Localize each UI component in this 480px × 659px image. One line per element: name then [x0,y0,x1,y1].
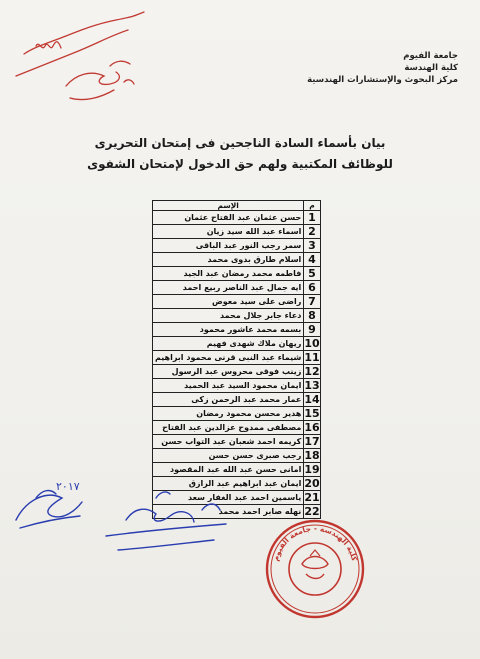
table-row [153,351,321,365]
signature [6,470,256,580]
row-number: 4 [304,253,320,267]
person-name: عمار محمد عبد الرحمن زكى [153,393,304,407]
table-row [153,225,321,239]
row-number: 12 [304,365,320,378]
table-row [153,239,321,253]
row-number: 9 [304,323,320,337]
row-number: 18 [304,449,320,462]
table-row [153,421,321,435]
row-number: 11 [304,351,320,364]
handwritten-note [6,6,156,118]
person-name: امانى حسن عبد الله عبد المقصود [153,463,304,477]
official-stamp [262,516,368,622]
table-row [153,295,321,309]
table-row [153,337,321,351]
table-header-row [153,201,321,211]
table-row [153,281,321,295]
person-name: حسن عثمان عبد الفتاح عثمان [153,211,304,225]
center-name: مركز البحوث والإستشارات الهندسية [307,75,458,85]
row-number: 10 [304,337,320,350]
table-row [153,211,321,225]
table-row [153,323,321,337]
person-name: ايمان عبد ابراهيم عبد الرازق [153,477,304,491]
table-row [153,309,321,323]
person-name: اسماء عبد الله سيد زيان [153,225,304,239]
person-name: راضى على سيد معوض [153,295,304,309]
person-name: زينب فوقى محروس عبد الرسول [153,365,304,379]
column-header-number: م [304,201,320,211]
person-name: فاطمه محمد رمضان عبد الجيد [153,267,304,281]
table-row [153,253,321,267]
faculty-name: كلية الهندسة [404,63,458,73]
row-number: 17 [304,435,320,448]
table-row [153,449,321,463]
person-name: ايمان محمود السيد عبد الحميد [153,379,304,393]
row-number: 5 [304,267,320,281]
person-name: بسمه محمد عاشور محمود [153,323,304,337]
row-number: 16 [304,421,320,434]
document-title: بيان بأسماء السادة الناجحين فى إمتحان التحريرى [94,136,386,150]
person-name: رجب صبرى حسن حسن [153,449,304,463]
person-name: مصطفى ممدوح عزالدين عبد الفتاح [153,421,304,435]
table-row [153,379,321,393]
person-name: ايه جمال عبد الناصر ربيع احمد [153,281,304,295]
table-row [153,393,321,407]
table-row [153,407,321,421]
person-name: اسلام طارق بدوى محمد [153,253,304,267]
table-row [153,365,321,379]
person-name: هدير محسن محمود رمضان [153,407,304,421]
person-name: شيماء عبد النبى قرنى محمود ابراهيم [153,351,304,365]
row-number: 1 [304,211,320,225]
institution-header [258,50,458,86]
row-number: 14 [304,393,320,406]
row-number: 22 [304,505,320,518]
person-name: ياسمين احمد عبد الغفار سعد [153,491,304,505]
person-name: دعاء جابر جلال محمد [153,309,304,323]
row-number: 21 [304,491,320,504]
column-header-name: الإسم [153,201,304,211]
row-number: 8 [304,309,320,323]
table-row [153,267,321,281]
row-number: 13 [304,379,320,392]
row-number: 20 [304,477,320,490]
row-number: 6 [304,281,320,295]
person-name: ريهان ملاك شهدى فهيم [153,337,304,351]
person-name: نهله صابر احمد محمد [153,505,304,519]
row-number: 2 [304,225,320,239]
table-row [153,435,321,449]
university-name: جامعة الفيوم [403,51,458,61]
person-name: كريمه احمد شعبان عبد التواب حسن [153,435,304,449]
stamp-label: كلية الهندسة - جامعة الفيوم [270,523,360,563]
person-name: سمر رجب النور عبد الباقى [153,239,304,253]
document-subtitle: للوظائف المكتبية ولهم حق الدخول لإمتحان الشفوى [87,157,393,171]
row-number: 19 [304,463,320,476]
date-note: ٢٠١٧ [56,480,80,493]
row-number: 7 [304,295,320,309]
row-number: 15 [304,407,320,420]
row-number: 3 [304,239,320,253]
